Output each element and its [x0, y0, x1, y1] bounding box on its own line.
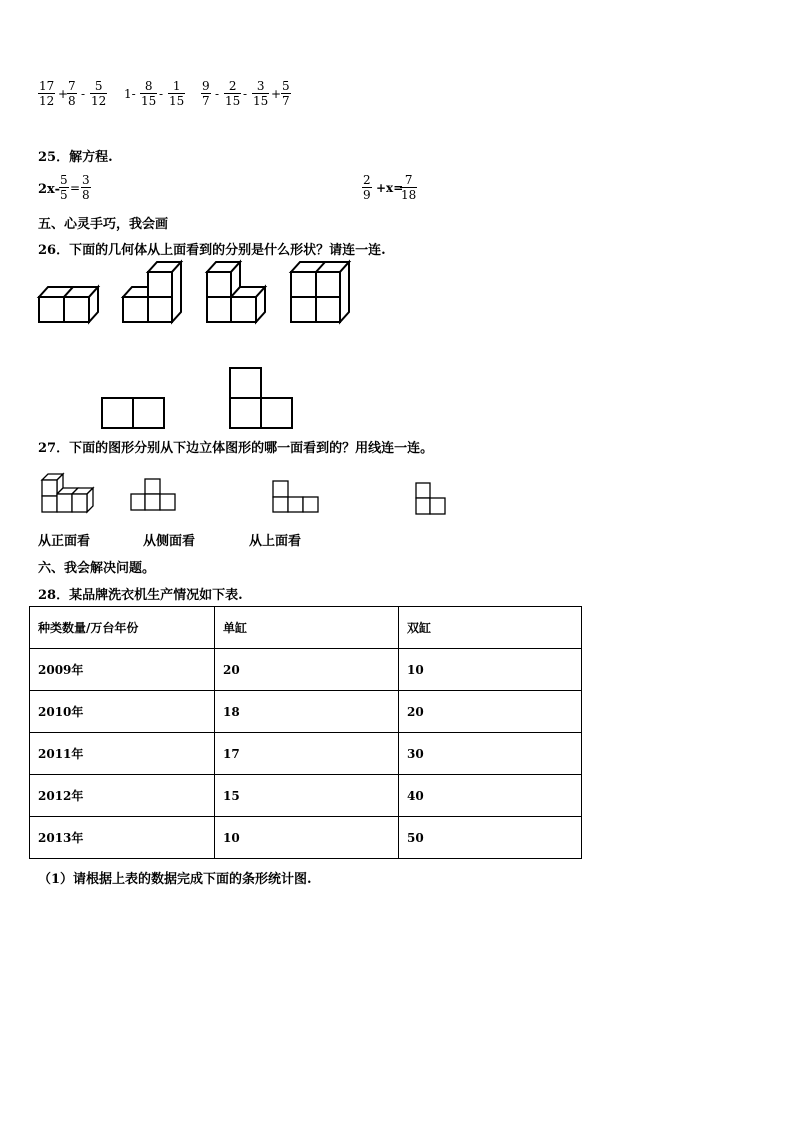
table-row — [30, 733, 582, 775]
section-6-heading: 六、我会解决问题。 — [38, 561, 156, 576]
operator: + — [58, 87, 69, 101]
table-cell: 10 — [215, 817, 399, 859]
operator: - — [215, 87, 220, 101]
question-27-title: 27．下面的图形分别从下边立体图形的哪一面看到的？用线连一连。 — [38, 441, 434, 456]
view-label-front: 从正面看 — [38, 534, 91, 549]
table-cell: 10 — [399, 649, 582, 691]
fraction: $\frac{17}{12}$ — [39, 79, 55, 108]
q27-view-3 — [416, 483, 445, 514]
question-28-sub-1: （1）请根据上表的数据完成下面的条形统计图. — [38, 872, 312, 887]
table-row — [30, 817, 582, 859]
table-cell: 50 — [399, 817, 582, 859]
operator: + — [271, 87, 282, 101]
operator: = — [70, 181, 81, 195]
table-cell: 2012年 — [30, 775, 215, 817]
operator: - — [81, 87, 86, 101]
table-cell: 2009年 — [30, 649, 215, 691]
top-view-2 — [230, 368, 292, 428]
q27-solid — [42, 474, 93, 512]
table-row — [30, 691, 582, 733]
fraction: $\frac{3}{15}$ — [253, 79, 269, 108]
production-table — [29, 606, 582, 859]
fraction: $\frac{5}{7}$ — [282, 79, 290, 108]
question-25-title: 25．解方程. — [38, 150, 113, 165]
solid-3 — [207, 262, 265, 322]
table-cell: 17 — [215, 733, 399, 775]
table-cell: 2010年 — [30, 691, 215, 733]
fraction: $\frac{5}{12}$ — [91, 79, 107, 108]
table-cell: 20 — [215, 649, 399, 691]
section-5-heading: 五、心灵手巧，我会画 — [38, 217, 169, 232]
table-cell: 20 — [399, 691, 582, 733]
table-cell: 30 — [399, 733, 582, 775]
table-header-row — [30, 607, 582, 649]
operator: - — [243, 87, 248, 101]
table-cell: 15 — [215, 775, 399, 817]
operator: - — [159, 87, 164, 101]
q27-view-1 — [131, 479, 175, 510]
solid-2 — [123, 262, 181, 322]
fraction: $\frac{5}{5}$ — [60, 173, 68, 202]
table-cell: 2011年 — [30, 733, 215, 775]
top-view-1 — [102, 398, 164, 428]
operator: +x= — [376, 181, 404, 195]
fraction: $\frac{7}{8}$ — [68, 79, 76, 108]
fraction: $\frac{8}{15}$ — [141, 79, 157, 108]
table-cell: 2013年 — [30, 817, 215, 859]
fraction: $\frac{3}{8}$ — [82, 173, 90, 202]
header-cell: 单缸 — [215, 607, 399, 649]
solid-1 — [39, 287, 98, 322]
question-26-title: 26．下面的几何体从上面看到的分别是什么形状？请连一连. — [38, 243, 386, 258]
solid-4 — [291, 262, 349, 322]
operator: 1- — [124, 87, 136, 101]
table-cell: 40 — [399, 775, 582, 817]
table-row — [30, 775, 582, 817]
fraction: $\frac{1}{15}$ — [169, 79, 185, 108]
table-row — [30, 649, 582, 691]
fraction: $\frac{2}{15}$ — [225, 79, 241, 108]
table-cell: 18 — [215, 691, 399, 733]
equation-lead: 2x- — [38, 182, 60, 197]
fraction: $\frac{7}{18}$ — [401, 173, 417, 202]
view-label-top: 从上面看 — [249, 534, 302, 549]
q27-view-2 — [273, 481, 318, 512]
header-cell: 种类数量/万台年份 — [30, 607, 215, 649]
fraction: $\frac{2}{9}$ — [363, 173, 371, 202]
fraction: $\frac{9}{7}$ — [202, 79, 210, 108]
view-label-side: 从侧面看 — [143, 534, 196, 549]
question-28-title: 28．某品牌洗衣机生产情况如下表. — [38, 588, 243, 603]
header-cell: 双缸 — [399, 607, 582, 649]
